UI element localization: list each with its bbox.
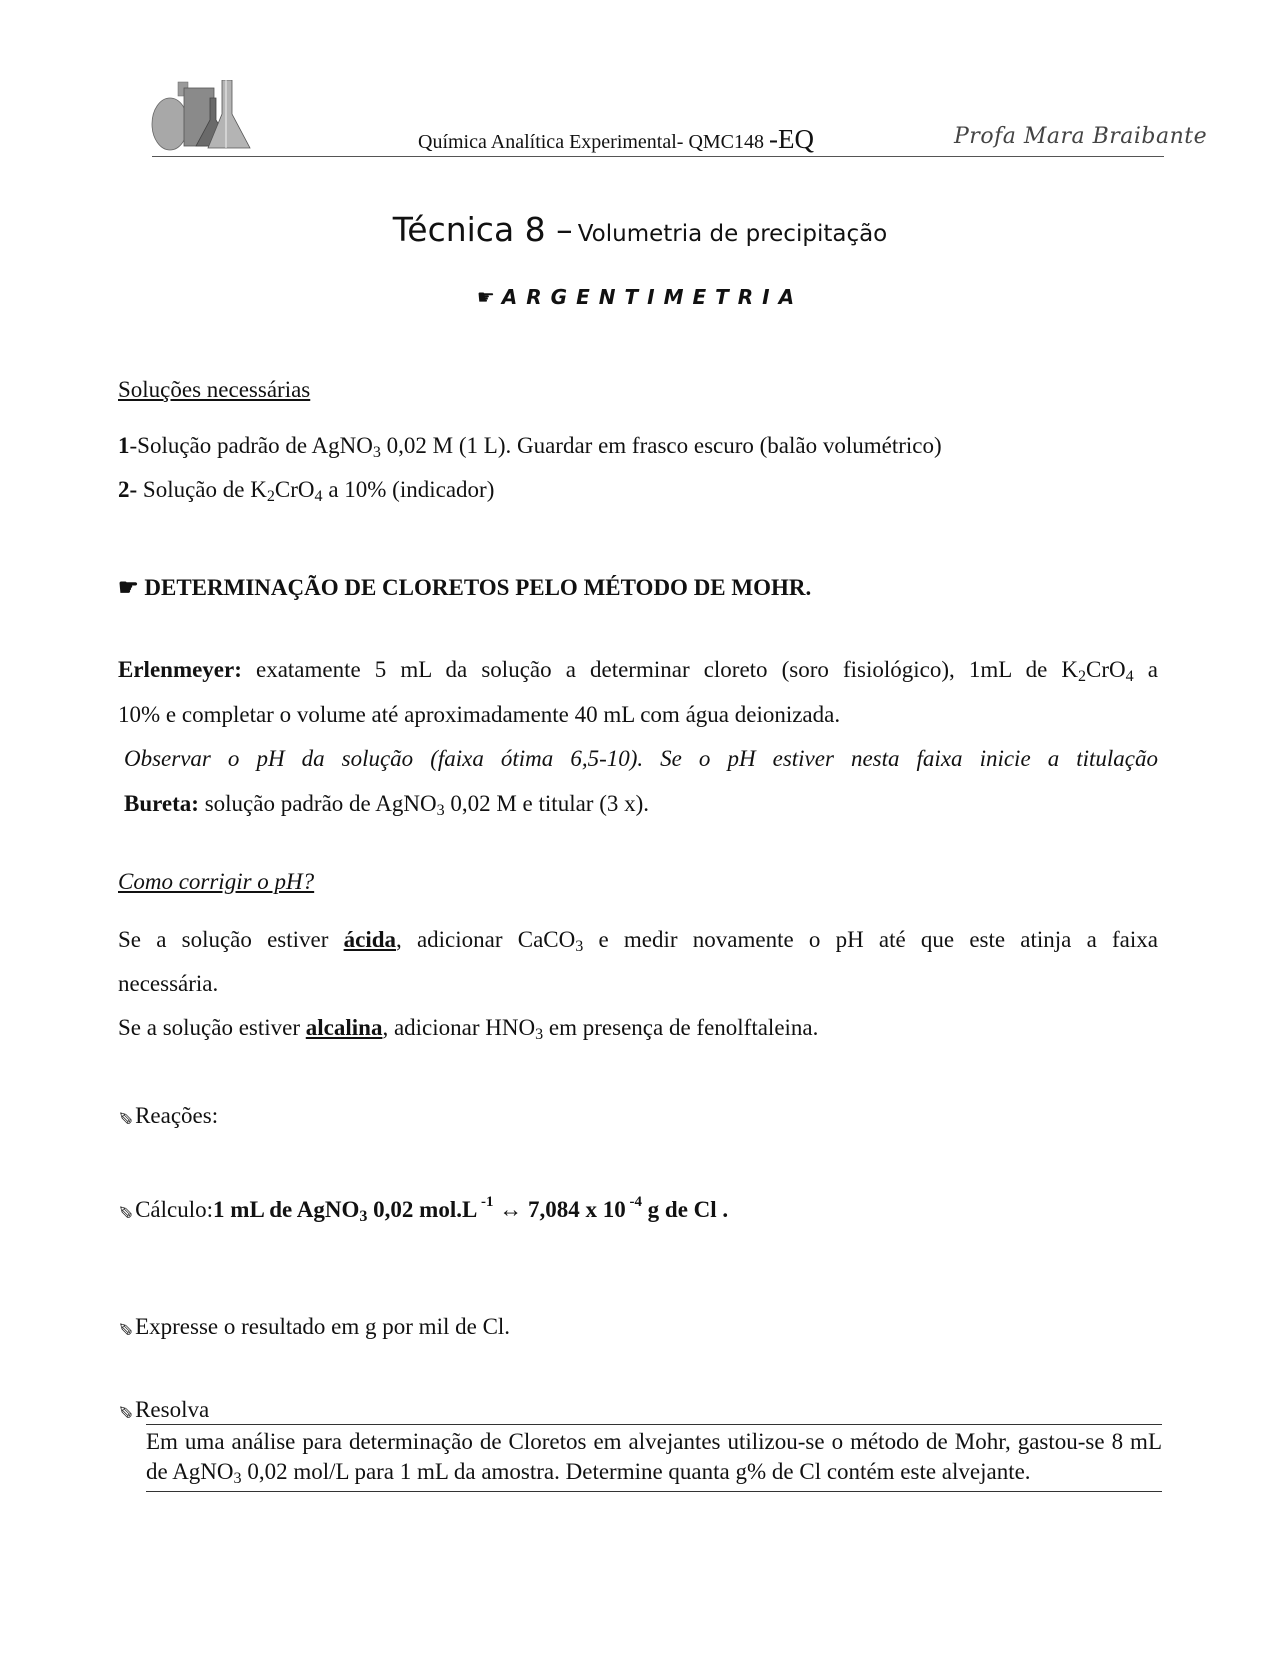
exercise-box: Em uma análise para determinação de Cloretos em alvejantes utilizou-se o método de Mohr, gastou-se 8 mL de AgNO$_3$ 0,02 mol/L para 1 mL da amostra. Determine quanta g% de Cl contém este alvejante. bbox=[146, 1424, 1162, 1492]
reactions-label: ✎Reações: bbox=[118, 1094, 218, 1139]
section-heading-mohr: ☛ DETERMINAÇÃO DE CLORETOS PELO MÉTODO DE MOHR. bbox=[118, 575, 812, 600]
ph-alkaline-line: Se a solução estiver alcalina, adicionar $HNO_3$ em presença de fenolftaleina. bbox=[118, 1015, 819, 1044]
ph-acid-line: Se a solução estiver ácida, adicionar CaCO$_3$ e medir novamente o pH até que este atinja a faixa bbox=[118, 927, 1158, 956]
resolve-label: ✎Resolva bbox=[118, 1395, 209, 1426]
ph-acid-line2: necessária. bbox=[118, 971, 219, 996]
pen-icon: ✎ bbox=[118, 1318, 134, 1338]
pen-icon: ✎ bbox=[118, 1201, 134, 1221]
section-heading-solutions: Soluções necessárias bbox=[118, 377, 311, 402]
header-rule bbox=[152, 156, 1164, 157]
page-title bbox=[0, 210, 1280, 249]
title-main: Técnica 8 – bbox=[392, 210, 573, 249]
author-name: Profa Mara Braibante bbox=[954, 124, 1208, 149]
solution-item-1: 1-Solução padrão de AgNO$_3$ 0,02 M (1 L). Guardar em frasco escuro (balão volumétrico) bbox=[118, 433, 942, 462]
title-sub: Volumetria de precipitação bbox=[577, 221, 888, 247]
solution-item-2: 2- Solução de $K_2CrO_4$ a 10% (indicador) bbox=[118, 477, 495, 506]
course-title: Química Analítica Experimental- QMC148 -EQ bbox=[418, 124, 815, 154]
procedure-observe-ph: Observar o pH da solução (faixa ótima 6,5-10). Se o pH estiver nesta faixa inicie a titulação bbox=[124, 746, 1158, 771]
calculation-line: ✎Cálculo:1 mL de AgNO$_3$ 0,02 mol.L $^{-1}$ ↔ 7,084 x 10 $^{-4}$ g de Cl . bbox=[118, 1188, 728, 1233]
pointing-hand-icon: ☛ bbox=[118, 575, 145, 600]
procedure-erlenmeyer: Erlenmeyer: exatamente 5 mL da solução a determinar cloreto (soro fisiológico), 1mL de $K_2CrO_4$ a bbox=[118, 657, 1159, 686]
double-arrow-icon: ↔ bbox=[493, 1197, 528, 1222]
pointing-hand-icon: ☛ bbox=[476, 285, 502, 309]
procedure-erlenmeyer-line2: 10% e completar o volume até aproximadamente 40 mL com água deionizada. bbox=[118, 702, 841, 727]
procedure-bureta: Bureta: solução padrão de AgNO$_3$ 0,02 M e titular (3 x). bbox=[124, 791, 650, 820]
subtitle: ☛ ARGENTIMETRIA bbox=[476, 285, 804, 309]
pen-icon: ✎ bbox=[118, 1401, 134, 1421]
pen-icon: ✎ bbox=[118, 1107, 134, 1127]
lab-glassware-logo bbox=[150, 80, 290, 160]
express-result-line: ✎Expresse o resultado em g por mil de Cl. bbox=[118, 1305, 510, 1350]
section-heading-ph: Como corrigir o pH? bbox=[118, 869, 315, 894]
